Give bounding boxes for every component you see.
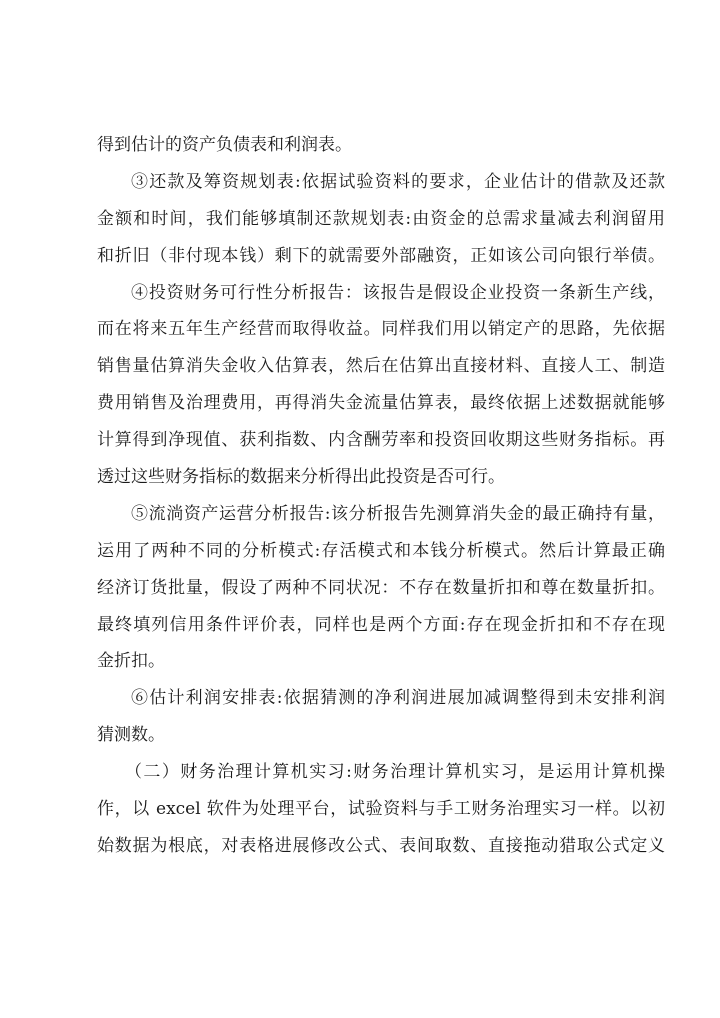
text-line: ⑥估计利润安排表:依据猜测的净利润进展加减调整得到未安排利润 [131, 688, 665, 709]
text-line: 计算得到净现值、获利指数、内含酬劳率和投资回收期这些财务指标。再 [97, 430, 665, 451]
text-line: 金折扣。 [97, 651, 165, 672]
text-line: 最终填列信用条件评价表，同样也是两个方面:存在现金折扣和不存在现 [97, 614, 665, 635]
text-line: 得到估计的资产负债表和利润表。 [97, 135, 352, 155]
text-line: 运用了两种不同的分析模式:存活模式和本钱分析模式。然后计算最正确 [97, 540, 665, 561]
text-line: 猜测数。 [97, 725, 165, 746]
document-body [97, 127, 665, 865]
text-line: 而在将来五年生产经营而取得收益。同样我们用以销定产的思路，先依据 [97, 319, 665, 340]
text-line: 销售量估算消失金收入估算表，然后在估算出直接材料、直接人工、制造 [97, 356, 665, 377]
paragraph-repayment-plan [97, 164, 665, 275]
paragraph-current-assets [97, 496, 665, 680]
text-line: 作，以 excel 软件为处理平台，试验资料与手工财务治理实习一样。以初 [97, 799, 665, 820]
text-line: ⑤流淌资产运营分析报告:该分析报告先测算消失金的最正确持有量， [131, 503, 665, 524]
text-line: ④投资财务可行性分析报告：该报告是假设企业投资一条新生产线， [131, 282, 665, 303]
text-line: ③还款及筹资规划表:依据试验资料的要求，企业估计的借款及还款 [131, 171, 665, 192]
paragraph-investment-feasibility [97, 275, 665, 496]
text-line: （二）财务治理计算机实习:财务治理计算机实习，是运用计算机操 [125, 762, 665, 783]
text-line: 经济订货批量，假设了两种不同状况：不存在数量折扣和尊在数量折扣。 [97, 577, 665, 598]
text-line: 金额和时间，我们能够填制还款规划表:由资金的总需求量减去利润留用 [97, 208, 665, 229]
paragraph-balance-sheet [97, 127, 665, 164]
text-line: 费用销售及治理费用，再得消失金流量估算表，最终依据上述数据就能够 [97, 393, 665, 414]
paragraph-computer-practice [97, 754, 665, 865]
text-line: 和折旧（非付现本钱）剩下的就需要外部融资，正如该公司向银行举债。 [97, 245, 665, 266]
paragraph-profit-distribution [97, 680, 665, 754]
text-line: 透过这些财务指标的数据来分析得出此投资是否可行。 [97, 467, 505, 488]
text-line: 始数据为根底，对表格进展修改公式、表间取数、直接拖动猎取公式定义 [97, 835, 665, 856]
